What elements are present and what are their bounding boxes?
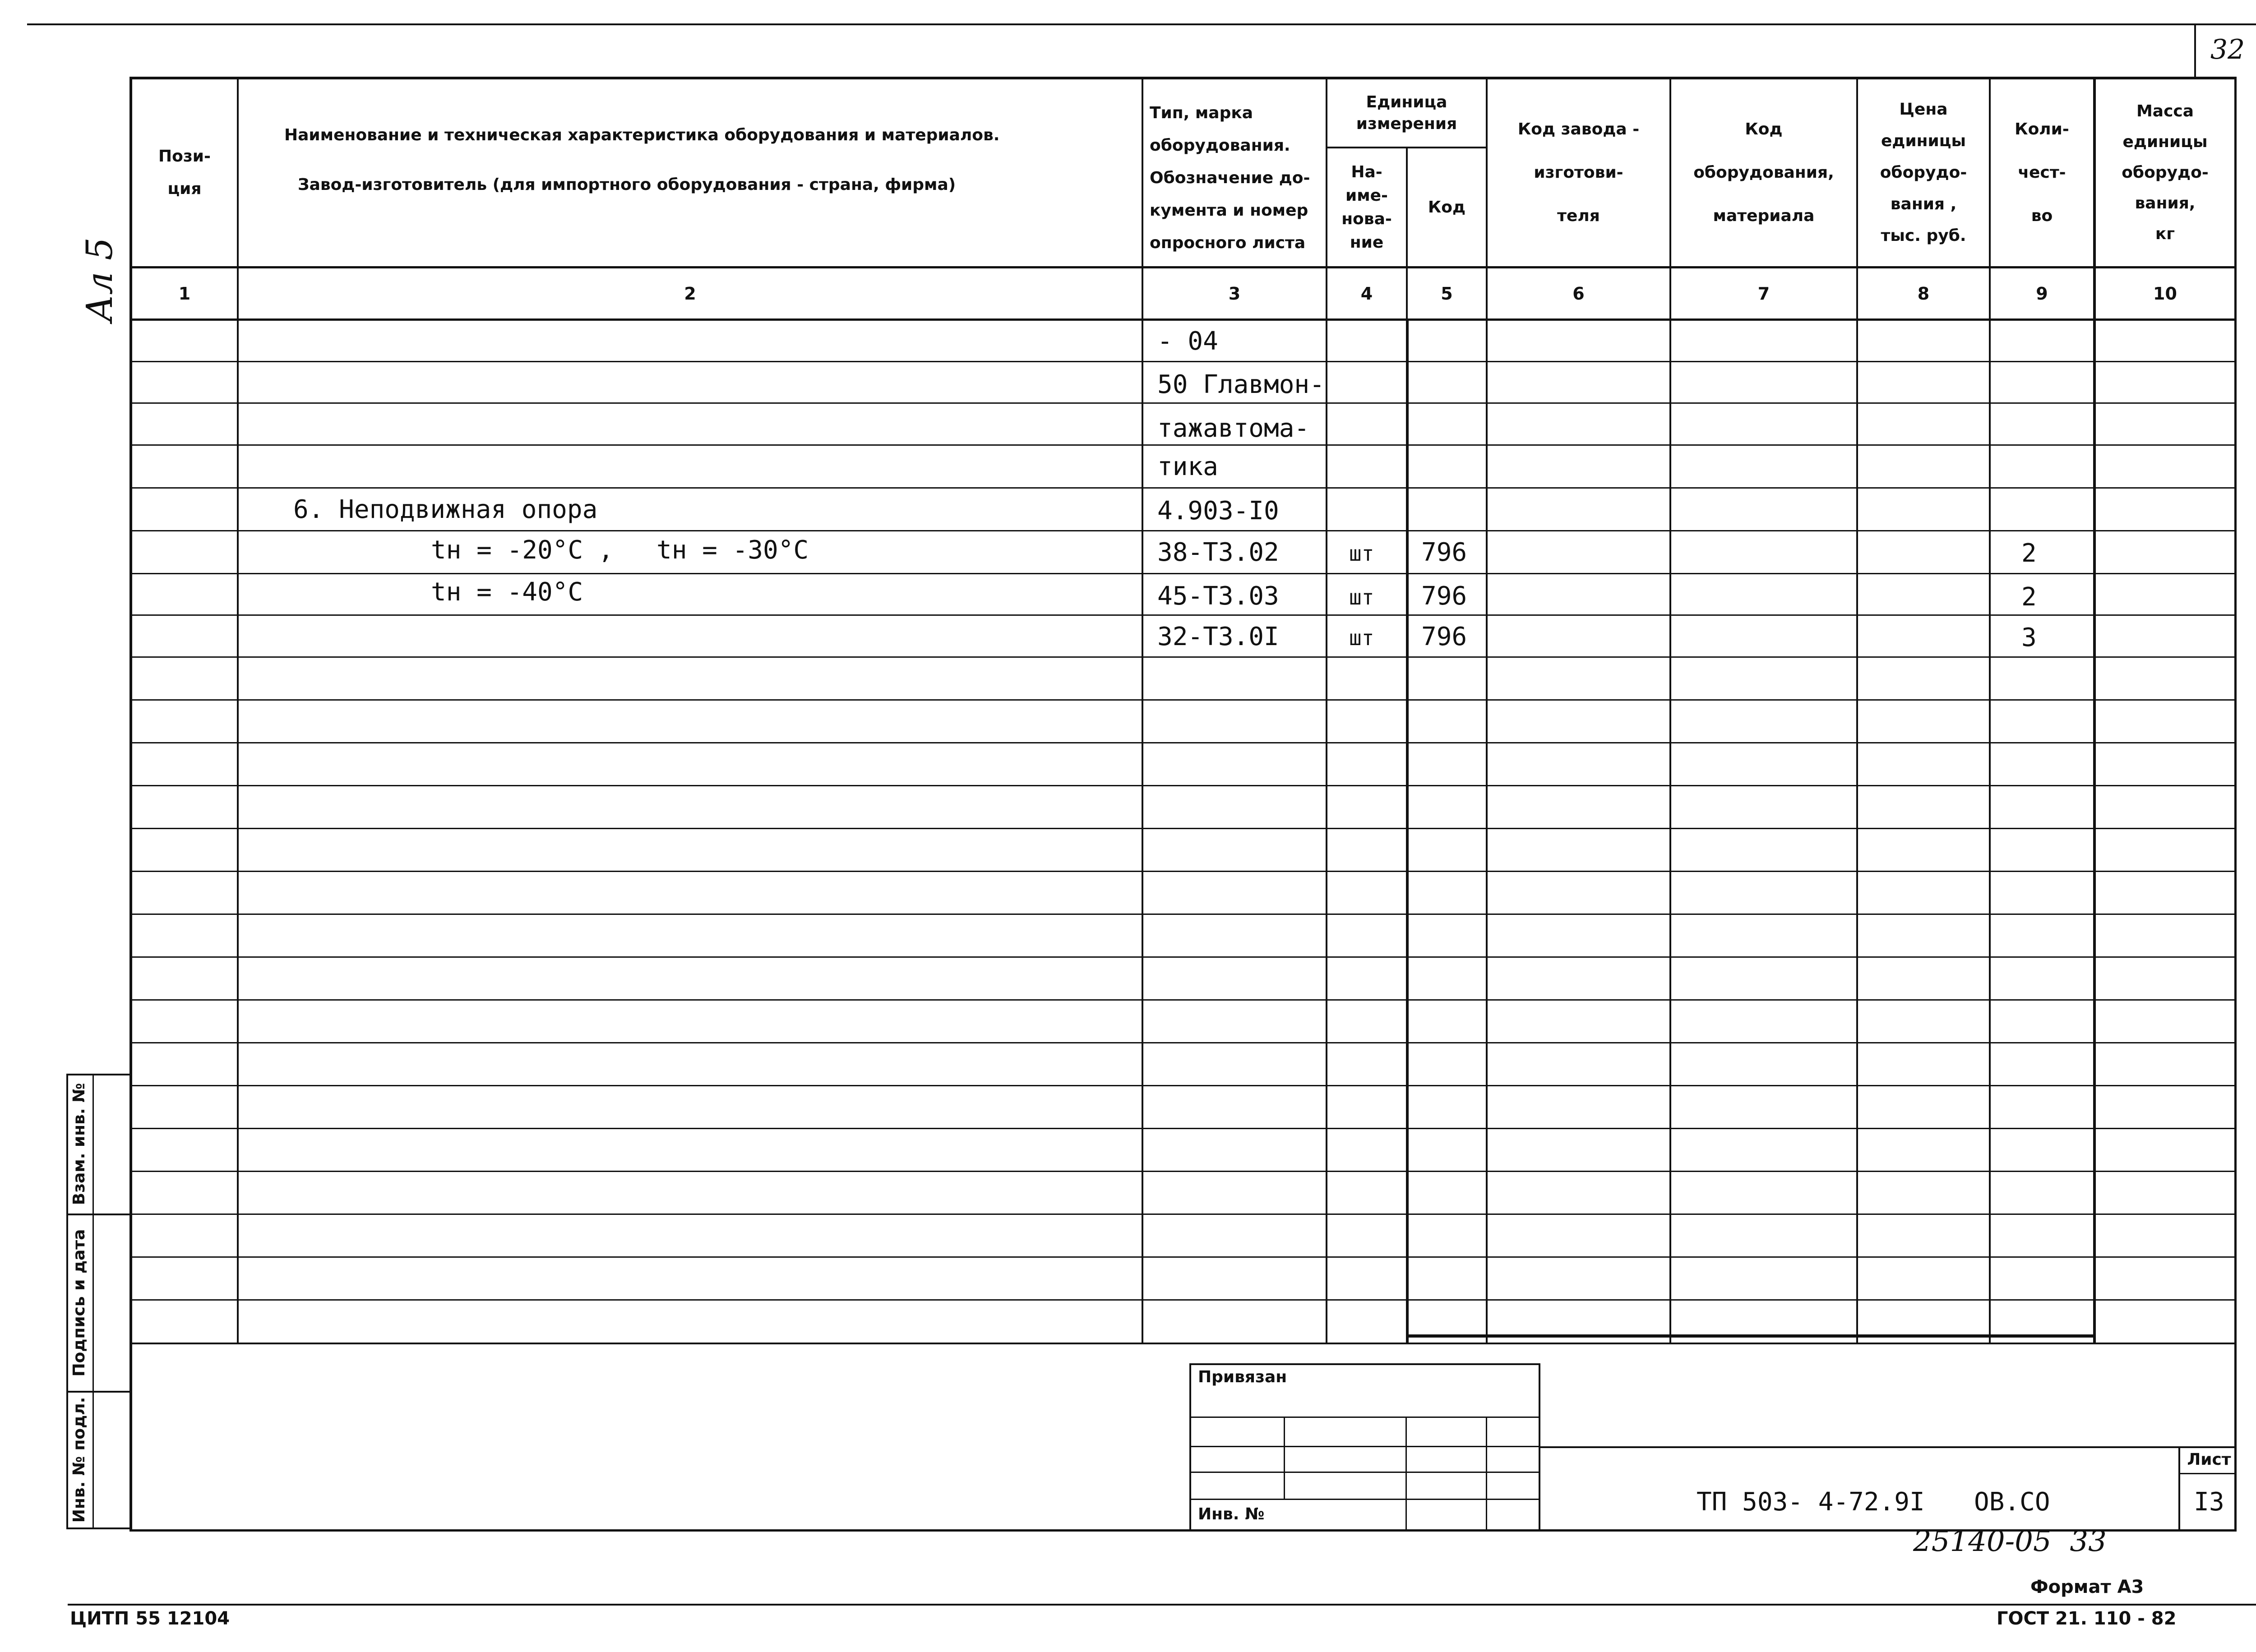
row6-qty: 2 [2021,539,2037,568]
header-unit-group: Единица измерения [1356,92,1457,133]
header-unit-name: На- име- нова- ние [1341,162,1392,252]
row8-unit: шт [1349,626,1374,650]
row4-type: тика [1157,452,1218,481]
row-separator [129,361,2237,362]
header-name-line2: Завод-изготовитель (для импортного оборудования - страна, фирма) [298,175,956,194]
colnum-3: 3 [1228,283,1241,304]
row6-type: 38-Т3.02 [1157,538,1279,567]
row-separator [129,614,2237,616]
top-border [27,23,2256,25]
row-separator [129,828,2237,829]
row-separator [129,487,2237,489]
row-separator [129,1128,2237,1129]
bottom-border [68,1604,2256,1606]
colnum-4: 4 [1360,283,1373,304]
colnum-6: 6 [1572,283,1585,304]
row-separator [129,956,2237,958]
row-separator [129,1042,2237,1043]
row8-code: 796 [1421,622,1467,651]
stamp-vzam-inv: Взам. инв. № [70,1083,88,1205]
header-position: Пози- ция [158,147,211,198]
row6-unit: шт [1349,541,1374,566]
row6-temp-b: tн = -30°C [656,535,809,565]
row-separator [129,871,2237,872]
header-factory-code: Код завода - изготови- теля [1517,120,1640,225]
handwritten-number: 25140-05 33 [1913,1525,2107,1558]
row-separator [129,699,2237,701]
doc-suffix: ОВ.СО [1974,1487,2050,1517]
row-separator [129,1256,2237,1258]
margin-note: Ал 5 [78,237,120,322]
row-separator [129,1085,2237,1086]
row-separator [129,999,2237,1001]
row-separator [129,1171,2237,1172]
row1-type: - 04 [1157,327,1218,356]
table-right-line [2234,77,2237,1531]
colnum-10: 10 [2153,283,2177,304]
doc-code: ТП 503- 4-72.9I [1697,1487,1925,1517]
header-unit-code: Код [1428,198,1466,217]
colnum-9: 9 [2036,283,2048,304]
stamp-signature-date: Подпись и дата [70,1229,88,1377]
list-label: Лист [2187,1450,2231,1469]
row7-unit: шт [1349,585,1374,609]
row7-temp: tн = -40°C [431,577,583,607]
header-equipment-code: Код оборудования, материала [1693,120,1834,225]
row-separator [129,402,2237,404]
header-price: Цена единицы оборудо- вания , тыс. руб. [1880,100,1967,245]
inv-no-label: Инв. № [1198,1505,1265,1523]
colnum-5: 5 [1441,283,1453,304]
stamp-inv-podl: Инв. № подл. [70,1397,88,1523]
footer-left-code: ЦИТП 55 12104 [70,1608,230,1629]
list-value: I3 [2194,1487,2224,1517]
row-separator [129,914,2237,915]
row-separator [129,742,2237,743]
colnum-7: 7 [1757,283,1770,304]
page-number: 32 [2210,34,2245,65]
row7-qty: 2 [2021,582,2037,612]
row2-type: 50 Главмон- [1157,370,1325,399]
colnum-8: 8 [1917,283,1930,304]
colnum-2: 2 [684,283,696,304]
row8-type: 32-Т3.0I [1157,622,1279,651]
row6-temp-a: tн = -20°C , [431,535,614,565]
header-quantity: Коли- чест- во [2015,120,2069,225]
format-label: Формат А3 [2030,1577,2144,1597]
row-separator [129,444,2237,446]
footer-gost: ГОСТ 21. 110 - 82 [1997,1608,2177,1629]
row7-code: 796 [1421,581,1467,611]
row5-type: 4.903-I0 [1157,496,1279,526]
privyazan-label: Привязан [1198,1368,1287,1386]
row-separator [129,1299,2237,1301]
row8-qty: 3 [2021,623,2037,652]
row6-code: 796 [1421,538,1467,567]
colnum-1: 1 [178,283,191,304]
row-separator [129,785,2237,786]
row5-name: 6. Неподвижная опора [293,495,598,524]
header-name-line1: Наименование и техническая характеристика оборудования и материалов. [284,126,1000,144]
row3-type: тажавтома- [1157,414,1310,443]
header-type: Тип, марка оборудования. Обозначение до- кумента и номер опросного листа [1150,104,1310,252]
row-separator [129,1214,2237,1215]
row-separator [129,573,2237,574]
header-mass: Масса единицы оборудо- вания, кг [2122,102,2209,243]
row-separator [129,530,2237,531]
row7-type: 45-Т3.03 [1157,581,1279,611]
row-separator [129,656,2237,658]
